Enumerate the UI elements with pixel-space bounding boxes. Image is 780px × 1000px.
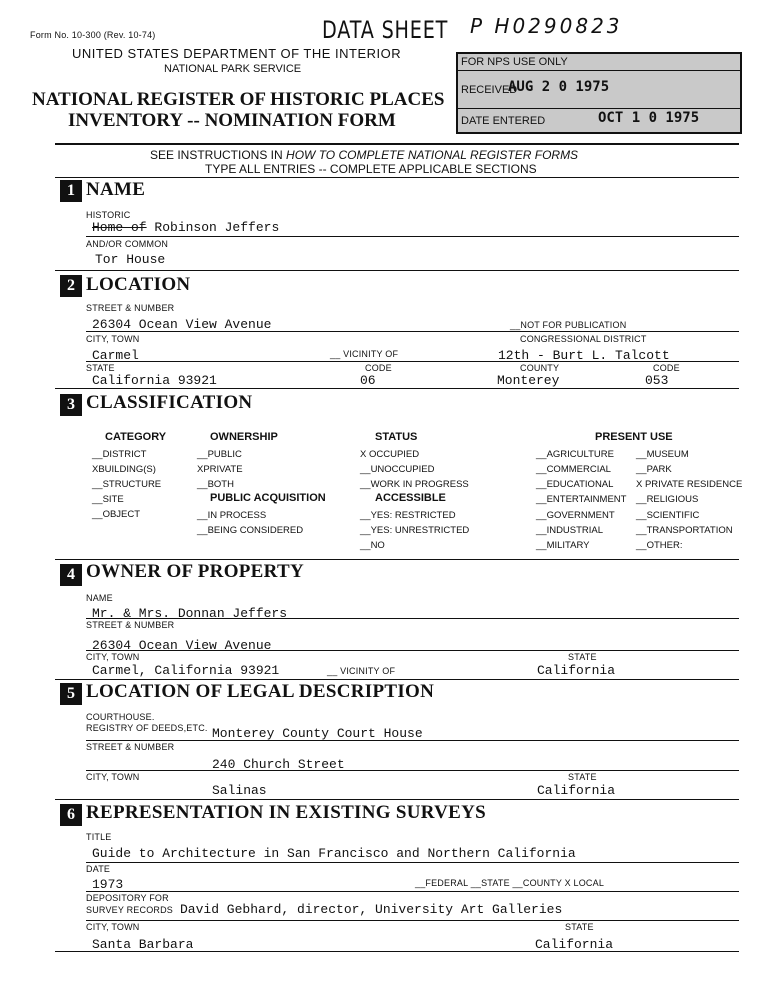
instructions-line2: TYPE ALL ENTRIES -- COMPLETE APPLICABLE SECTIONS [205, 162, 537, 176]
section-1-title: NAME [86, 179, 146, 200]
courthouse-value: Monterey County Court House [212, 726, 423, 741]
registry-label: REGISTRY OF DEEDS,ETC. [86, 723, 208, 733]
date-entered-label: DATE ENTERED [461, 115, 546, 127]
received-date-stamp: AUG 2 0 1975 [508, 79, 610, 95]
owner-vicinity-label: __ VICINITY OF [327, 666, 396, 676]
owner-street-value: 26304 Ocean View Avenue [92, 638, 272, 653]
use-government: __GOVERNMENT [536, 510, 615, 521]
use-entertainment: __ENTERTAINMENT [536, 494, 627, 505]
instructions-line1: SEE INSTRUCTIONS IN HOW TO COMPLETE NATIONAL REGISTER FORMS [150, 148, 579, 162]
owner-city-label: CITY, TOWN [86, 652, 140, 662]
public-acquisition-heading: PUBLIC ACQUISITION [210, 492, 326, 504]
use-transportation: __TRANSPORTATION [636, 525, 733, 536]
state-code-label: CODE [365, 363, 392, 373]
survey-date-value: 1973 [92, 877, 124, 892]
section-4-number: 4 [60, 564, 82, 586]
owner-state-label: STATE [568, 652, 597, 662]
use-park: __PARK [636, 464, 672, 475]
owner-name-label: NAME [86, 593, 113, 603]
county-code-value: 053 [645, 373, 669, 388]
section-2-number: 2 [60, 275, 82, 297]
form-number: Form No. 10-300 (Rev. 10-74) [30, 30, 156, 40]
county-value: Monterey [497, 373, 560, 388]
category-district: __DISTRICT [92, 449, 147, 460]
section-4-title: OWNER OF PROPERTY [86, 561, 305, 582]
nps-box-label: FOR NPS USE ONLY [461, 56, 568, 68]
accessible-heading: ACCESSIBLE [375, 492, 446, 504]
congressional-district-value: 12th - Burt L. Talcott [498, 348, 670, 363]
section-3-number: 3 [60, 394, 82, 416]
ownership-heading: OWNERSHIP [210, 431, 278, 443]
legal-city-label: CITY, TOWN [86, 772, 140, 782]
category-buildings: XBUILDING(S) [92, 464, 156, 475]
depository-label-1: DEPOSITORY FOR [86, 893, 169, 903]
owner-state-value: California [537, 663, 616, 678]
survey-title-value: Guide to Architecture in San Francisco and Northern California [92, 846, 576, 861]
category-site: __SITE [92, 494, 124, 505]
use-other: __OTHER: [636, 540, 683, 551]
state-code-value: 06 [360, 373, 376, 388]
city-value: Carmel [92, 348, 139, 363]
section-6-title: REPRESENTATION IN EXISTING SURVEYS [86, 802, 487, 823]
use-museum: __MUSEUM [636, 449, 689, 460]
legal-city-value: Salinas [212, 783, 267, 798]
form-title-line1: NATIONAL REGISTER OF HISTORIC PLACES [32, 89, 445, 110]
city-town-label: CITY, TOWN [86, 334, 140, 344]
date-entered-stamp: OCT 1 0 1975 [598, 110, 700, 126]
accessible-unrestricted: __YES: UNRESTRICTED [360, 525, 470, 536]
use-agriculture: __AGRICULTURE [536, 449, 614, 460]
historic-label: HISTORIC [86, 210, 131, 220]
street-address-value: 26304 Ocean View Avenue [92, 317, 272, 332]
legal-state-value: California [537, 783, 616, 798]
street-number-label: STREET & NUMBER [86, 303, 175, 313]
status-work-in-progress: __WORK IN PROGRESS [360, 479, 469, 490]
present-use-heading: PRESENT USE [595, 431, 673, 443]
section-5-title: LOCATION OF LEGAL DESCRIPTION [86, 681, 435, 702]
ownership-public: __PUBLIC [197, 449, 242, 460]
ownership-both: __BOTH [197, 479, 234, 490]
common-name-label: AND/OR COMMON [86, 239, 169, 249]
nps-use-only-box [456, 52, 742, 134]
accessible-no: __NO [360, 540, 385, 551]
courthouse-label: COURTHOUSE. [86, 712, 155, 722]
owner-city-value: Carmel, California 93921 [92, 663, 280, 678]
section-6-number: 6 [60, 804, 82, 826]
handwritten-record-id: P H0290823 [470, 14, 623, 38]
use-private-residence: X PRIVATE RESIDENCE [636, 479, 743, 490]
survey-city-value: Santa Barbara [92, 937, 194, 952]
survey-state-value: California [535, 937, 614, 952]
vicinity-label: __ VICINITY OF [330, 349, 399, 359]
congressional-district-label: CONGRESSIONAL DISTRICT [520, 334, 647, 344]
status-heading: STATUS [375, 431, 418, 443]
survey-title-label: TITLE [86, 832, 112, 842]
ownership-private: XPRIVATE [197, 464, 243, 475]
use-military: __MILITARY [536, 540, 590, 551]
survey-level-options: __FEDERAL __STATE __COUNTY X LOCAL [415, 878, 605, 888]
data-sheet-stamp: DATA SHEET [322, 16, 449, 44]
acquisition-in-process: __IN PROCESS [197, 510, 267, 521]
survey-state-label: STATE [565, 922, 594, 932]
county-label: COUNTY [520, 363, 560, 373]
status-unoccupied: __UNOCCUPIED [360, 464, 435, 475]
form-title-line2: INVENTORY -- NOMINATION FORM [68, 110, 396, 131]
received-label: RECEIVED [461, 84, 518, 96]
survey-city-label: CITY, TOWN [86, 922, 140, 932]
use-scientific: __SCIENTIFIC [636, 510, 700, 521]
category-structure: __STRUCTURE [92, 479, 162, 490]
not-for-publication-label: __NOT FOR PUBLICATION [510, 320, 627, 330]
use-educational: __EDUCATIONAL [536, 479, 614, 490]
acquisition-being-considered: __BEING CONSIDERED [197, 525, 304, 536]
category-heading: CATEGORY [105, 431, 167, 443]
status-occupied: X OCCUPIED [360, 449, 420, 460]
section-3-title: CLASSIFICATION [86, 392, 253, 413]
legal-state-label: STATE [568, 772, 597, 782]
category-object: __OBJECT [92, 509, 141, 520]
depository-label-2: SURVEY RECORDS [86, 905, 173, 915]
use-industrial: __INDUSTRIAL [536, 525, 604, 536]
section-1-number: 1 [60, 180, 82, 202]
owner-name-value: Mr. & Mrs. Donnan Jeffers [92, 606, 288, 621]
county-code-label: CODE [653, 363, 680, 373]
state-label: STATE [86, 363, 115, 373]
depository-value: David Gebhard, director, University Art Galleries [180, 902, 563, 917]
common-name-value: Tor House [95, 252, 166, 267]
section-2-title: LOCATION [86, 274, 191, 295]
section-5-number: 5 [60, 683, 82, 705]
owner-street-label: STREET & NUMBER [86, 620, 175, 630]
legal-street-value: 240 Church Street [212, 757, 345, 772]
legal-street-label: STREET & NUMBER [86, 742, 175, 752]
survey-date-label: DATE [86, 864, 111, 874]
accessible-restricted: __YES: RESTRICTED [360, 510, 456, 521]
use-commercial: __COMMERCIAL [536, 464, 611, 475]
service-heading: NATIONAL PARK SERVICE [164, 63, 302, 75]
state-value: California 93921 [92, 373, 217, 388]
department-heading: UNITED STATES DEPARTMENT OF THE INTERIOR [72, 46, 402, 61]
use-religious: __RELIGIOUS [636, 494, 699, 505]
historic-name-value: Home of Robinson Jeffers [92, 220, 280, 235]
